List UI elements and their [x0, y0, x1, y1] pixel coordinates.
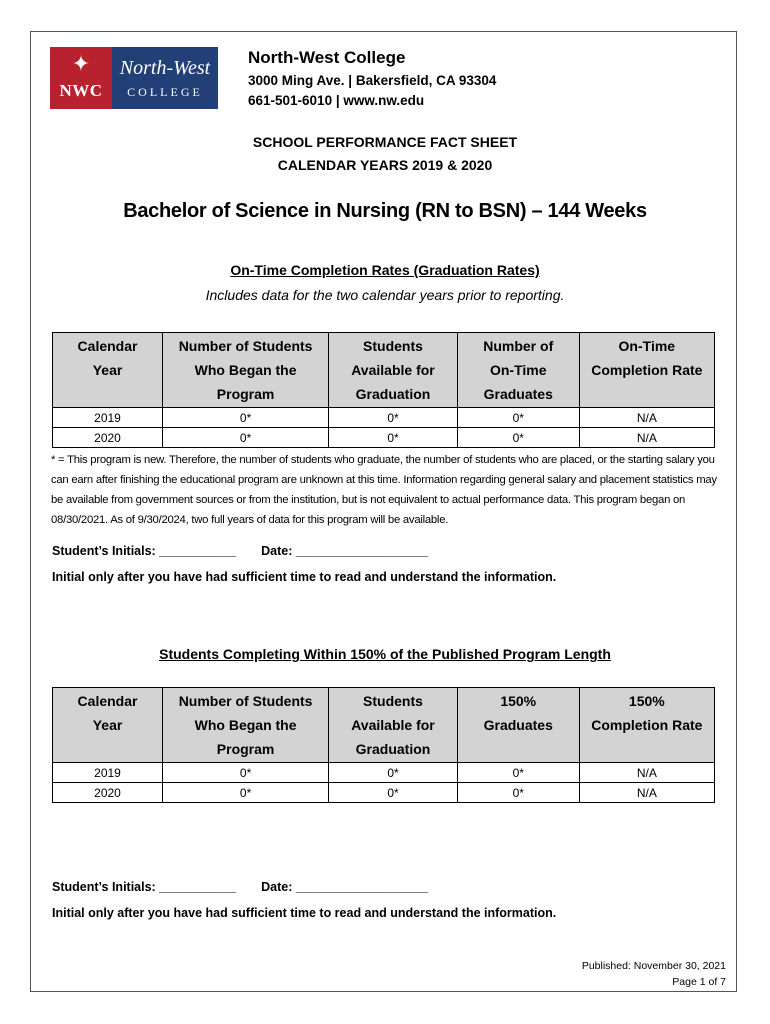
- header-calendar-year: Calendar Year: [53, 688, 163, 763]
- header-ontime-rate: On-Time Completion Rate: [579, 333, 714, 408]
- initials-line-1: [52, 544, 428, 558]
- cell-available: 0*: [329, 763, 458, 783]
- header-students-began: Number of Students Who Began the Program: [163, 333, 329, 408]
- cell-graduates: 0*: [457, 763, 579, 783]
- logo-name: North-West: [119, 57, 211, 79]
- table-header-row: [53, 333, 715, 408]
- sheet-title: SCHOOL PERFORMANCE FACT SHEET: [252, 134, 518, 150]
- table-row: [53, 408, 715, 428]
- completion-rates-table: [52, 332, 715, 448]
- header-calendar-year: Calendar Year: [53, 333, 163, 408]
- header-students-began: Number of Students Who Began the Program: [163, 688, 329, 763]
- cell-began: 0*: [163, 408, 329, 428]
- header-students-available: Students Available for Graduation: [329, 688, 458, 763]
- initials-label: Student’s Initials: ___________: [52, 544, 236, 558]
- logo-wordmark: [112, 47, 218, 109]
- cell-year: 2019: [53, 763, 163, 783]
- table-row: [53, 428, 715, 448]
- sheet-years: CALENDAR YEARS 2019 & 2020: [277, 157, 493, 173]
- cell-year: 2020: [53, 428, 163, 448]
- cell-began: 0*: [163, 428, 329, 448]
- completion-150-table: [52, 687, 715, 803]
- college-logo: [50, 47, 218, 109]
- compass-star-icon: ✦: [71, 51, 91, 76]
- cell-year: 2019: [53, 408, 163, 428]
- section2-title: Students Completing Within 150% of the Published Program Length: [159, 646, 611, 662]
- date-label: Date: ___________________: [261, 880, 428, 894]
- logo-emblem: [50, 47, 112, 109]
- published-date: Published: November 30, 2021: [581, 960, 726, 972]
- cell-began: 0*: [163, 763, 329, 783]
- section1-title: On-Time Completion Rates (Graduation Rates): [230, 262, 540, 278]
- footnote: * = This program is new. Therefore, the number of students who graduate, the number of students who are placed, or the starting salary you can earn after finishing the educational program are unknown at this time. Information regarding general salary and placement statistics may be available from government sources or from the institution, but is not equivalent to actual performance data. This program began on 08/30/2021. As of 9/30/2024, two full years of data for this program will be available.: [51, 454, 717, 526]
- college-address: 3000 Ming Ave. | Bakersfield, CA 93304: [248, 73, 497, 88]
- header-ontime-graduates: Number of On-Time Graduates: [457, 333, 579, 408]
- cell-available: 0*: [329, 783, 458, 803]
- cell-graduates: 0*: [457, 408, 579, 428]
- date-label: Date: ___________________: [261, 544, 428, 558]
- cell-graduates: 0*: [457, 428, 579, 448]
- section1-subtitle: Includes data for the two calendar years prior to reporting.: [205, 287, 565, 303]
- initials-label: Student’s Initials: ___________: [52, 880, 236, 894]
- initial-note-2: Initial only after you have had sufficient time to read and understand the information.: [52, 906, 557, 920]
- logo-abbr: NWC: [59, 81, 103, 100]
- cell-year: 2020: [53, 783, 163, 803]
- cell-rate: N/A: [579, 763, 714, 783]
- cell-rate: N/A: [579, 428, 714, 448]
- cell-available: 0*: [329, 408, 458, 428]
- college-contact: 661-501-6010 | www.nw.edu: [248, 93, 425, 108]
- cell-graduates: 0*: [457, 783, 579, 803]
- table-header-row: [53, 688, 715, 763]
- cell-began: 0*: [163, 783, 329, 803]
- header-students-available: Students Available for Graduation: [329, 333, 458, 408]
- cell-rate: N/A: [579, 783, 714, 803]
- college-name: North-West College: [248, 48, 406, 67]
- initial-note-1: Initial only after you have had sufficient time to read and understand the information.: [52, 570, 557, 584]
- table-row: [53, 783, 715, 803]
- page-number: Page 1 of 7: [672, 976, 726, 988]
- logo-college: COLLEGE: [127, 85, 203, 99]
- header-150-rate: 150% Completion Rate: [579, 688, 714, 763]
- cell-available: 0*: [329, 428, 458, 448]
- cell-rate: N/A: [579, 408, 714, 428]
- header-150-graduates: 150% Graduates: [457, 688, 579, 763]
- program-title: Bachelor of Science in Nursing (RN to BSN) – 144 Weeks: [123, 200, 647, 222]
- initials-line-2: [52, 880, 428, 894]
- table-row: [53, 763, 715, 783]
